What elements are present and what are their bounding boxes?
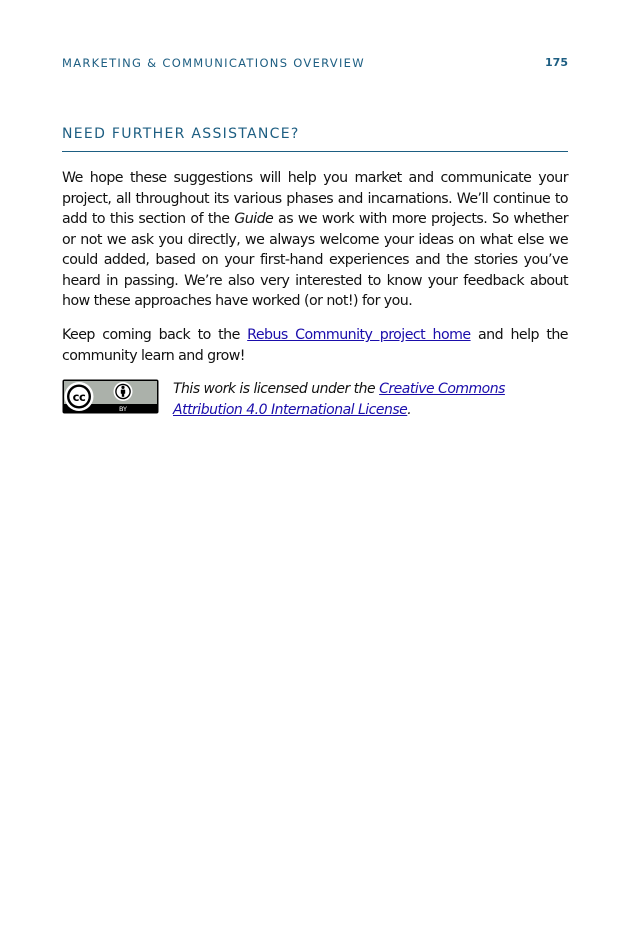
running-header bbox=[62, 56, 568, 70]
cc-by-license-icon bbox=[62, 379, 159, 414]
paragraph-text: as we work with more projects. So whether or not we ask you directly, we always welcome your ideas on what else we could added, based on your first-hand experiences and the stories you’ve heard in passing. We’re also very interested to know your feedback about how these approaches have worked (or not!) for you. bbox=[62, 211, 568, 309]
heading-rule bbox=[62, 151, 568, 152]
svg-text:cc: cc bbox=[72, 390, 86, 404]
intro-paragraph bbox=[62, 168, 568, 312]
paragraph-text: We hope these suggestions will help you market and communicate your project, all throughout its various phases and incarnations. We’ll continue to add to this section of the bbox=[62, 170, 568, 227]
page-number: 175 bbox=[545, 56, 568, 69]
license-statement: This work is licensed under the bbox=[173, 381, 380, 397]
cc-license-link[interactable]: Creative Commons Attribution 4.0 International License bbox=[173, 381, 505, 418]
running-title: MARKETING & COMMUNICATIONS OVERVIEW bbox=[62, 56, 365, 70]
guide-title: Guide bbox=[234, 211, 274, 227]
license-text bbox=[173, 379, 568, 420]
community-paragraph bbox=[62, 325, 568, 366]
paragraph-text: and help the community learn and grow! bbox=[62, 327, 568, 364]
license-block bbox=[62, 379, 568, 423]
license-period: . bbox=[407, 401, 412, 418]
paragraph-text: Keep coming back to the bbox=[62, 327, 248, 343]
rebus-community-link[interactable]: Rebus Community project home bbox=[247, 327, 471, 343]
license-badge-label: BY bbox=[118, 405, 128, 413]
section-heading: NEED FURTHER ASSISTANCE? bbox=[62, 126, 300, 142]
